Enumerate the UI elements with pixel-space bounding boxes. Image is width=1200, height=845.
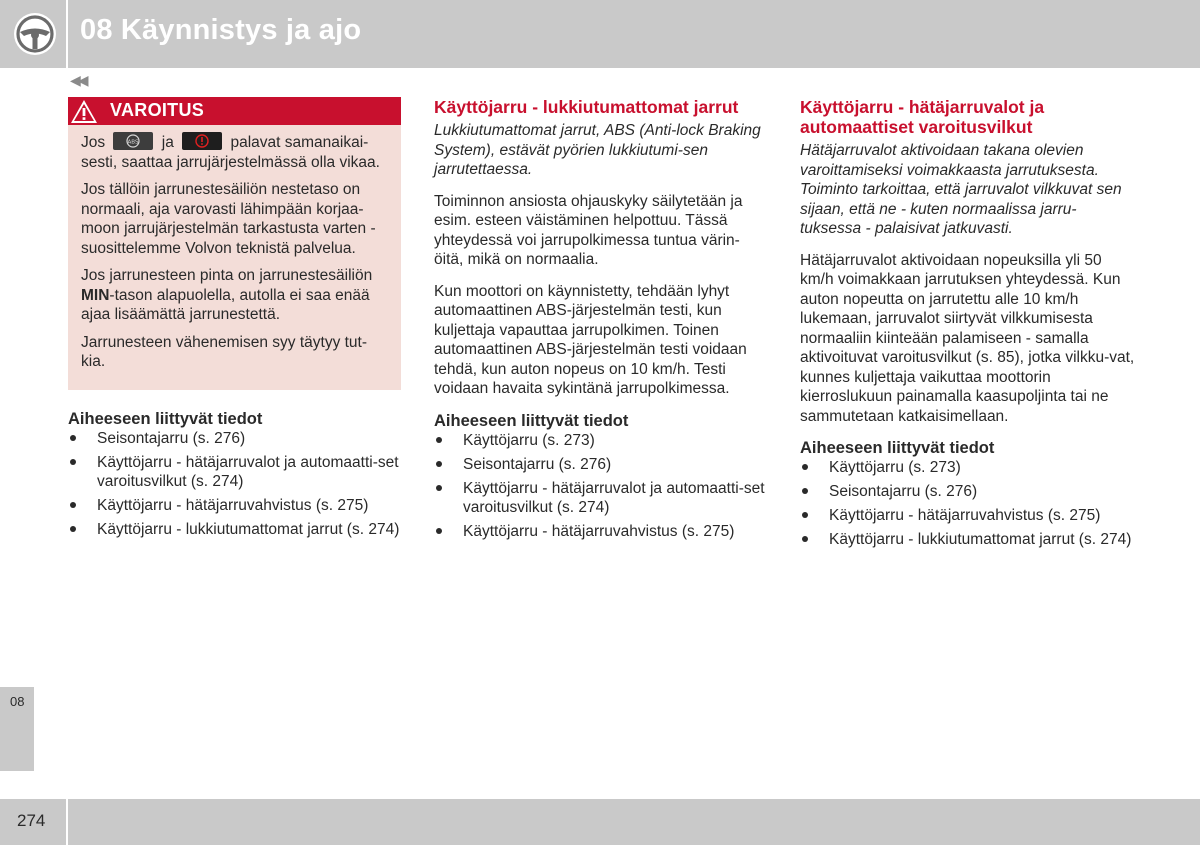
related-list bbox=[68, 429, 401, 540]
page-header bbox=[0, 0, 1200, 68]
related-link[interactable]: Käyttöjarru (s. 273) bbox=[800, 458, 1135, 478]
related-link[interactable]: Käyttöjarru (s. 273) bbox=[434, 431, 769, 451]
bullet-icon bbox=[436, 437, 442, 443]
related-heading: Aiheeseen liittyvät tiedot bbox=[68, 409, 263, 428]
header-divider bbox=[66, 0, 68, 68]
warning-paragraph-3: Jos jarrunesteen pinta on jarrunestesäiliön MIN-tason alapuolella, autolla ei saa enää ajaa lisäämättä jarrunestettä. bbox=[81, 267, 373, 323]
related-heading: Aiheeseen liittyvät tiedot bbox=[434, 411, 629, 430]
related-link[interactable]: Käyttöjarru - lukkiutumattomat jarrut (s. 274) bbox=[68, 520, 401, 540]
warning-paragraph-4: Jarrunesteen vähenemisen syy täytyy tut-kia. bbox=[81, 333, 368, 370]
related-heading: Aiheeseen liittyvät tiedot bbox=[800, 439, 995, 457]
warning-header bbox=[68, 97, 401, 125]
column-1 bbox=[68, 97, 401, 544]
bullet-icon bbox=[436, 528, 442, 534]
bullet-icon bbox=[70, 435, 76, 441]
warning-paragraph-1: Jos ABS ja palavat samanaikai-sesti, saattaa jarrujärjestelmässä olla vikaa. bbox=[81, 133, 387, 172]
related-list bbox=[800, 458, 1135, 550]
bullet-icon bbox=[802, 512, 808, 518]
related-link[interactable]: Seisontajarru (s. 276) bbox=[434, 455, 769, 475]
related-link[interactable]: Käyttöjarru - hätäjarruvahvistus (s. 275) bbox=[434, 522, 769, 542]
section-heading: Käyttöjarru - hätäjarruvalot ja automaattiset varoitusvilkut bbox=[800, 97, 1045, 137]
related-list bbox=[434, 431, 769, 542]
related-link[interactable]: Käyttöjarru - hätäjarruvahvistus (s. 275) bbox=[800, 506, 1135, 526]
bullet-icon bbox=[70, 459, 76, 465]
body-paragraph: Kun moottori on käynnistetty, tehdään lyhyt automaattinen ABS-järjestelmän testi, kun kuljettaja vapauttaa jarrupolkimen. Toinen automaattinen ABS-järjestelmän testi voidaan tehdä, kun auton nopeus on 10 km/h. Testi voidaan havaita sykintänä jarrupolkimessa. bbox=[434, 282, 747, 397]
page-number: 274 bbox=[17, 811, 46, 830]
column-2 bbox=[434, 97, 769, 546]
steering-wheel-icon bbox=[13, 12, 57, 56]
bullet-icon bbox=[436, 485, 442, 491]
chapter-side-tab[interactable] bbox=[0, 687, 34, 771]
brake-warning-symbol-icon bbox=[182, 132, 222, 150]
column-3 bbox=[800, 97, 1135, 554]
section-lead: Hätäjarruvalot aktivoidaan takana olevien varoittamiseksi voimakkaasta jarrutuksesta. Toiminto tarkoittaa, että jarruvalot vilkkuvat sen sijaan, että ne - kuten normaalissa jarru-tuksessa - palaisivat jatkuvasti. bbox=[800, 142, 1122, 237]
double-chevron-left-icon[interactable]: ◀◀ bbox=[70, 72, 86, 88]
body-paragraph: Toiminnon ansiosta ohjauskyky säilytetään ja esim. esteen väistäminen helpottuu. Tässä yhteydessä voi jarrupolkimessa tuntua värin-öitä, mikä on normaalia. bbox=[434, 192, 743, 268]
warning-box bbox=[68, 97, 401, 390]
related-link[interactable]: Käyttöjarru - hätäjarruvalot ja automaatti-set varoitusvilkut (s. 274) bbox=[434, 479, 769, 518]
section-lead: Lukkiutumattomat jarrut, ABS (Anti-lock Braking System), estävät pyörien lukkiutumi-sen jarrutettaessa. bbox=[434, 122, 761, 178]
bullet-icon bbox=[70, 502, 76, 508]
chapter-tab-label: 08 bbox=[10, 694, 25, 709]
warning-paragraph-2: Jos tällöin jarrunestesäiliön nestetaso on normaali, aja varovasti lähimpään korjaa-moon jarrujärjestelmän tarkastusta varten - suosittelemme Volvon teknistä palvelua. bbox=[81, 181, 376, 257]
warning-title: VAROITUS bbox=[110, 100, 205, 120]
section-heading: Käyttöjarru - lukkiutumattomat jarrut bbox=[434, 97, 739, 117]
warning-triangle-icon bbox=[70, 99, 98, 124]
footer-divider bbox=[66, 799, 68, 845]
related-link[interactable]: Käyttöjarru - hätäjarruvahvistus (s. 275) bbox=[68, 496, 401, 516]
bullet-icon bbox=[436, 461, 442, 467]
bullet-icon bbox=[802, 536, 808, 542]
related-link[interactable]: Seisontajarru (s. 276) bbox=[68, 429, 401, 449]
bullet-icon bbox=[70, 526, 76, 532]
body-paragraph: Hätäjarruvalot aktivoidaan nopeuksilla yli 50 km/h voimakkaan jarrutuksen yhteydessä. Kun auton nopeutta on jarrutettu alle 10 km/h lukemaan, jarruvalot siirtyvät vilkkumisesta normaaliin kiinteään palamiseen - samalla aktivoituvat varoitusvilkut (s. 85), jotka vilkku-vat, kunnes kuljettaja vaikuttaa moottorin kierroslukuun painamalla kaasupoljinta tai ne sammutetaan katkaisimellaan. bbox=[800, 251, 1135, 425]
related-link[interactable]: Käyttöjarru - hätäjarruvalot ja automaatti-set varoitusvilkut (s. 274) bbox=[68, 453, 401, 492]
svg-text:ABS: ABS bbox=[127, 139, 139, 146]
abs-warning-symbol-icon bbox=[113, 132, 153, 150]
page-footer bbox=[0, 799, 1200, 845]
related-link[interactable]: Seisontajarru (s. 276) bbox=[800, 482, 1135, 502]
bullet-icon bbox=[802, 488, 808, 494]
related-link[interactable]: Käyttöjarru - lukkiutumattomat jarrut (s. 274) bbox=[800, 530, 1135, 550]
bullet-icon bbox=[802, 464, 808, 470]
chapter-title: 08 Käynnistys ja ajo bbox=[80, 14, 362, 46]
